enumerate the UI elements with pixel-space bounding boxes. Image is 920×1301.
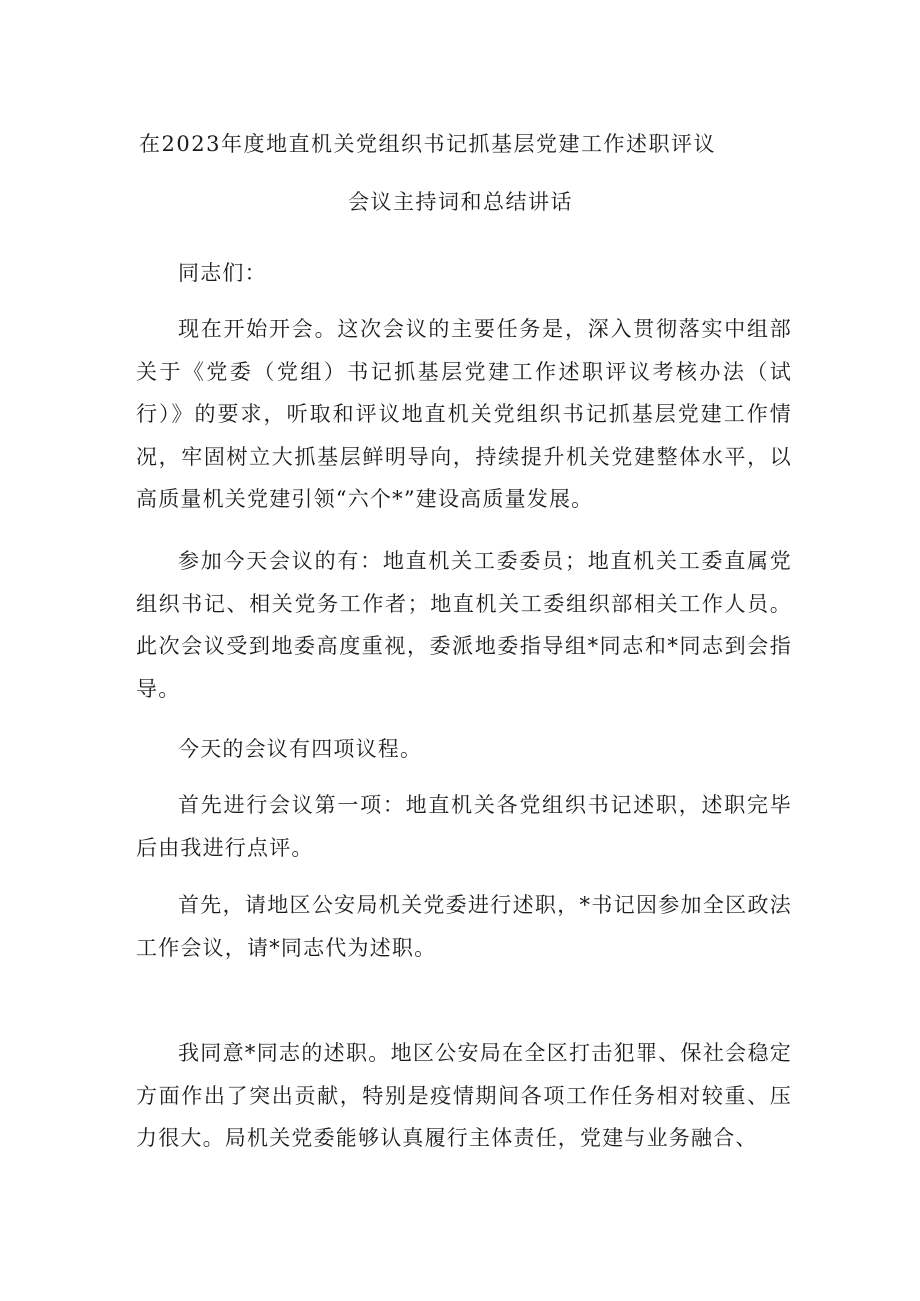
paragraph-agenda: 今天的会议有四项议程。: [178, 737, 423, 761]
greeting: 同志们：: [178, 261, 267, 285]
paragraph-police-report: 首先，请地区公安局机关党委进行述职，*书记因参加全区政法工作会议，请*同志代为述职。: [136, 893, 792, 960]
document-title-line-2: 会议主持词和总结讲话: [348, 190, 573, 214]
document-title-line-1: 在2023年度地直机关党组织书记抓基层党建工作述职评议: [139, 132, 716, 156]
paragraph-first-item: 首先进行会议第一项：地直机关各党组织书记述职，述职完毕后由我进行点评。: [136, 793, 792, 860]
paragraph-attendees: 参加今天会议的有：地直机关工委委员；地直机关工委直属党组织书记、相关党务工作者；地直机关工委组织部相关工作人员。此次会议受到地委高度重视，委派地委指导组*同志和*同志到会指导。: [136, 549, 792, 701]
paragraph-comment: 我同意*同志的述职。地区公安局在全区打击犯罪、保社会稳定方面作出了突出贡献，特别是疫情期间各项工作任务相对较重、压力很大。局机关党委能够认真履行主体责任，党建与业务融合、: [136, 1041, 792, 1150]
paragraph-meeting-purpose: 现在开始开会。这次会议的主要任务是，深入贯彻落实中组部关于《党委（党组）书记抓基层党建工作述职评议考核办法（试行）》的要求，听取和评议地直机关党组织书记抓基层党建工作情况，牢固树立大抓基层鲜明导向，持续提升机关党建整体水平，以高质量机关党建引领“六个*”建设高质量发展。: [136, 317, 792, 511]
